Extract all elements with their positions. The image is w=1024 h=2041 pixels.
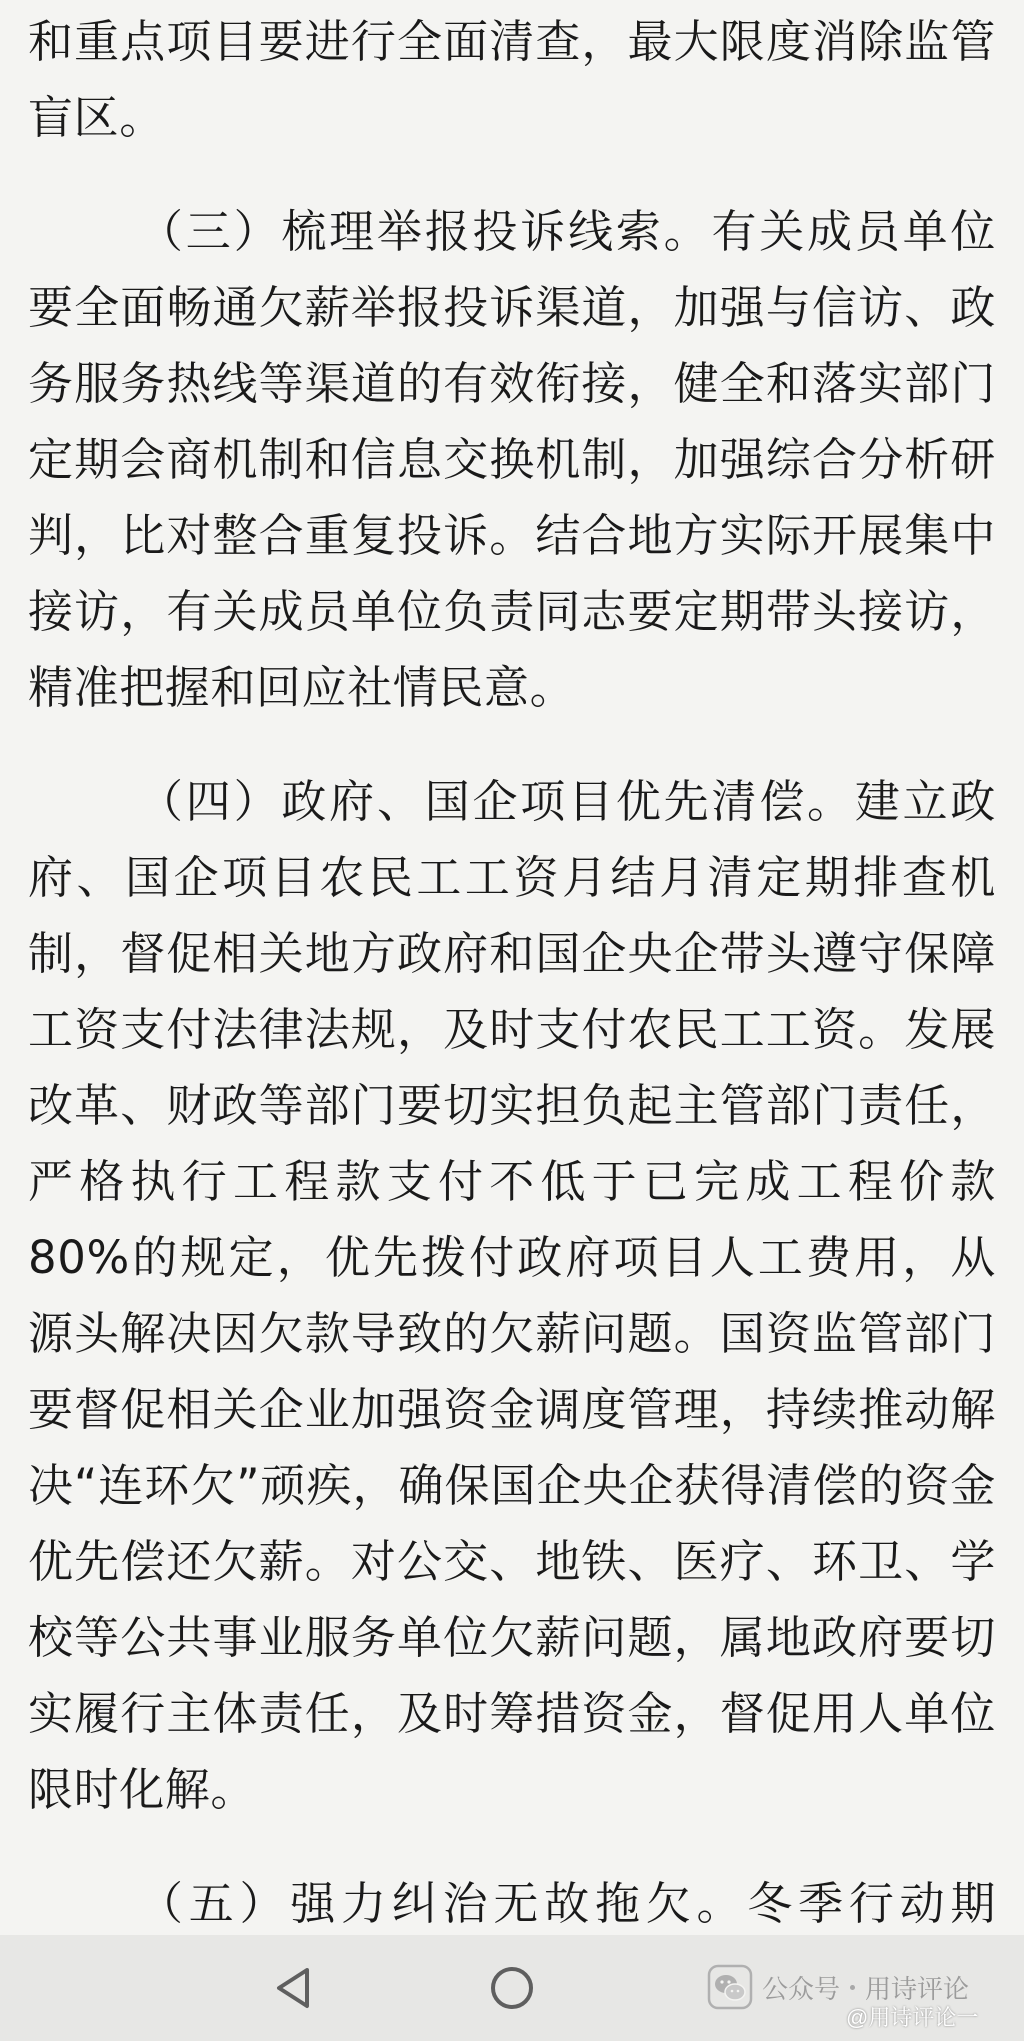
home-circle-icon — [488, 1964, 536, 2012]
paragraph: （四）政府、国企项目优先清偿。建立政府、国企项目农民工工资月结月清定期排查机制，督促相关地方政府和国企央企带头遵守保障工资支付法律法规，及时支付农民工工资。发展改革、财政等部门要切实担负起主管部门责任，严格执行工程款支付不低于已完成工程价款80%的规定，优先拨付政府项目人工费用，从源头解决因欠款导致的欠薪问题。国资监管部门要督促相关企业加强资金调度管理，持续推动解决“连环欠”顽疾，确保国企央企获得清偿的资金优先偿还欠薪。对公交、地铁、医疗、环卫、学校等公共事业服务单位欠薪问题，属地政府要切实履行主体责任，及时筹措资金，督促用人单位限时化解。 — [28, 775, 996, 1816]
back-triangle-icon — [271, 1964, 315, 2012]
weibo-watermark: @用诗评论一 — [846, 2005, 979, 2030]
wechat-icon — [708, 1965, 752, 2009]
watermark-separator — [850, 1985, 855, 1990]
system-navigation-bar — [0, 1935, 1024, 2041]
watermark-source-label: 公众号 — [762, 1973, 841, 2004]
paragraph: （三）梳理举报投诉线索。有关成员单位要全面畅通欠薪举报投诉渠道，加强与信访、政务服务热线等渠道的有效衔接，健全和落实部门定期会商机制和信息交换机制，加强综合分析研判，比对整合重复投诉。结合地方实际开展集中接访，有关成员单位负责同志要定期带头接访，精准把握和回应社情民意。 — [28, 205, 996, 714]
home-button[interactable] — [452, 1935, 572, 2041]
back-button[interactable] — [233, 1935, 353, 2041]
paragraph: 和重点项目要进行全面清查，最大限度消除监管盲区。 — [28, 15, 996, 144]
watermark-account-name: 用诗评论 — [865, 1973, 970, 2004]
paragraph: （五）强力纠治无故拖欠。冬季行动期 — [138, 1877, 996, 1930]
